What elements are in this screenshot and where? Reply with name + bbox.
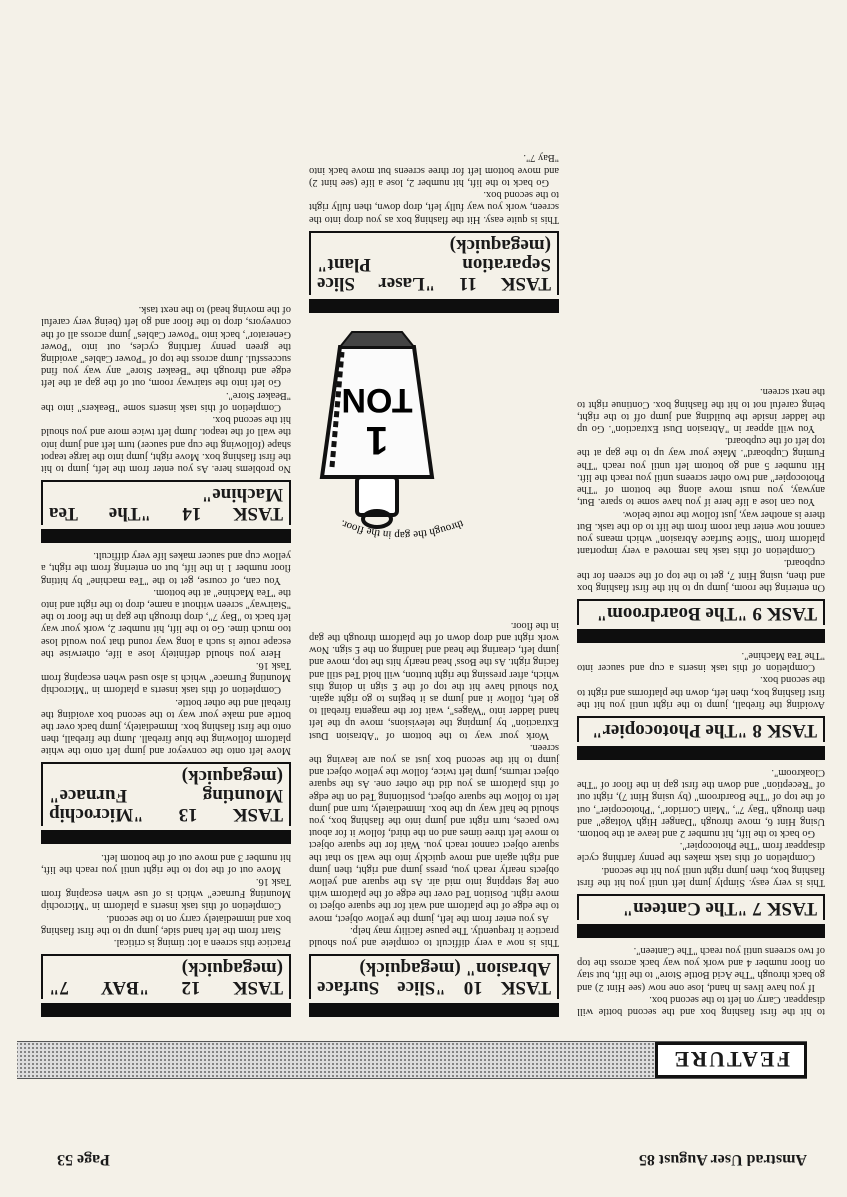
task-11-box — [309, 231, 559, 313]
task-12-box — [41, 954, 291, 1017]
page-header — [27, 1139, 807, 1179]
task-heading-box — [577, 599, 825, 625]
task-13-box — [41, 762, 291, 844]
task-heading: TASK 9 "The Boardroom" — [596, 602, 817, 624]
paragraph: Completion of this task inserts some "Beakers" into the "Beaker Store". — [41, 389, 291, 413]
task-heading-box — [41, 954, 291, 999]
paragraph: Avoiding the fireball, jump to the right until you hit the first flashing box, then left, down the platforms and right to the second box. — [577, 674, 825, 710]
task-10-box — [309, 954, 559, 1017]
paragraph: Go back to the lift, hit number 2, lose a life (see hint 2) and move bottom left for three screens but move back into "Bay 7". — [309, 152, 559, 188]
paragraph: Completion of this task inserts a cup and saucer into "The Tea Machine". — [577, 649, 825, 674]
paragraph: Completion of this task inserts a platform in "Microchip Mounting Furnace" which is also used when escaping from Task 16. — [41, 659, 291, 696]
task-heading-box — [309, 954, 559, 999]
task-heading-box — [309, 231, 559, 295]
task-heading-box — [41, 762, 291, 826]
paragraph: You will appear in "Abrasion Dust Extraction". Go up the ladder inside the building and jump off to the right, being careful not to hit the flashing box. Continue right to the next screen. — [577, 386, 825, 435]
weight-label-unit: TON — [341, 381, 413, 419]
task-bar — [41, 529, 291, 543]
paragraph: Practice this screen a lot: timing is critical. — [113, 937, 291, 948]
task-bar — [41, 830, 291, 844]
paragraph: If you have lives in hand, lose one now (see Hint 2) and go back through "The Acid Bottle Store" to the lift, but stay on floor number 4 and work you way back across the top of two screens until you reach "The Canteen". — [576, 944, 825, 993]
column-2 — [309, 151, 559, 1017]
illustration-caption — [287, 487, 517, 557]
task-bar — [577, 924, 825, 938]
task-14-box — [41, 480, 291, 543]
paragraph: Completion of this task has removed a very important platform from "Slice Surface Abrasion" which means you cannot now enter that room from the lift to do the task. But there is another way, just follow the route below. — [577, 508, 825, 557]
task-heading: TASK 8 "The Photocopier" — [592, 719, 817, 741]
column-1 — [577, 385, 825, 1017]
task-bar — [309, 1003, 559, 1017]
task-9-box — [577, 599, 825, 643]
task-7-box — [577, 894, 825, 938]
magazine-title: Amstrad User August 85 — [638, 1151, 807, 1168]
task-heading: TASK 12 "BAY 7" (megaquick) — [49, 958, 283, 998]
paragraph: Start from the left hand side, jump up to the first flashing box and immediately carry on to the second. — [41, 912, 291, 936]
paragraph: Here you should definitely lose a life, otherwise the escape route is such a long way round that you would lose too much time. Go to the lift, hit number 2, work your way left back to "Bay 7", drop through the gap in the floor to the "Stairway" screen without a name, drop to the right and into the "Tea Machine" at the bottom. — [40, 586, 291, 659]
task-bar — [41, 1003, 291, 1017]
task-heading: TASK 10 "Slice Surface Abrasion" (megaquick) — [317, 958, 551, 998]
paragraph: This is very easy. Simply jump left until you hit the first flashing box, then jump right until you hit the second. — [577, 864, 825, 888]
column-3 — [41, 303, 291, 1017]
caption-text — [339, 517, 465, 541]
task-bar — [577, 629, 825, 643]
paragraph: Completion of this task inserts a platform in "Microchip Mounting Furnace" which is of use when escaping from Task 16. — [41, 875, 291, 912]
paragraph: This is quite easy. Hit the flashing box as you drop into the screen, work you way fully left, drop down, then fully right to the second box. — [309, 189, 559, 225]
task-heading-box — [577, 716, 825, 742]
task-bar — [577, 746, 825, 760]
paragraph: Move out of the top to the right until you reach the lift, hit number 3 and move out of the bottom left. — [41, 851, 291, 875]
feature-label: FEATURE — [656, 1042, 808, 1078]
page-number: Page 53 — [57, 1151, 110, 1168]
paragraph: Work your way to the bottom of "Abrasion Dust Extraction" by jumping the televisions, move up the left hand ladder into "Wages", wait for the magenta fireball to go left, follow it and jump as it begins to go right again. You should have hit the top of the £ sign in doing this which, after pressing the right button, will hold Ted still and facing right. As the Boss' head nearly hits the top, move and jump left, clearing the head and landing on the £ sign. Now work right and drop down of the platform through the gap in the floor. — [309, 619, 559, 741]
paragraph: As you enter from the left, jump the yellow object, move to the edge of the platform and wait for the square object to move right. Position Ted over the edge of the platform with one leg stepping into mid air. As the square and yellow objects nearly reach you, press jump and right, then jump and right again and move quickly into the wall so that the square object cannot reach you. Wait for the square object to move left three times and on the third, follow it for about two paces, turn right and jump into the flashing box, you should be half way up the box. Immediately, turn and jump left to follow the square object, positioning Ted on the edge of this platform as you did the other one. As the square object returns, jump left twice, follow the yellow object and jump to hit the second box just as you are leaving the screen. — [309, 741, 559, 924]
task-heading: TASK 13 "Microchip Mounting Furnace" (megaquick) — [49, 766, 283, 826]
weight-label-number: 1 — [365, 418, 389, 462]
task-8-box — [577, 716, 825, 760]
task-heading-box — [577, 894, 825, 920]
task-bar — [309, 299, 559, 313]
paragraph: Move left onto the conveyor and jump left onto the white platform following the blue fireball. Jump the fireball, then onto the first flashing box. Immediately, jump back over the bottle and make your way to the second box avoiding the fireball and the other bottle. — [41, 696, 291, 757]
caption-path-text: through the gap in the floor. — [338, 517, 466, 542]
paragraph: You can lose a life here if you have some to spare. But, anyway, you must move along the bottom of "The Photocopier" and two other screens until you reach the lift. Hit number 5 and go bottom left until you reach "The Fuming Cupboard". Make your way up to the gap at the top left of the cupboard. — [577, 435, 825, 508]
paragraph: On entering the room, jump up to hit the first flashing box and then, using Hint 7, get to the top of the screen for the cupboard. — [577, 557, 825, 593]
paragraph: This is now a very difficult to complete and you should practice it frequently. The pause facility may help. — [309, 924, 559, 948]
task-heading-box — [41, 480, 291, 525]
task-heading: TASK 11 "Laser Slice Separation Plant" (megaquick) — [317, 234, 551, 294]
paragraph: Completion of this task makes the penny farthing cycle disappear from "The Photocopier". — [577, 840, 825, 864]
task-heading: TASK 7 "The Canteen" — [622, 897, 817, 919]
paragraph: Go left into the stairway room, out of the gap at the left edge and through the "Beaker Store" any way you find successful. Jump across the top of "Power Cables" avoiding the green penny farthing cycles, out into "Power Generator", back into "Power Cables" jump across all of the conveyors, drop to the floor and go left (being very careful of the moving head) to the next task. — [41, 304, 291, 389]
paragraph: Go back to the lift, hit number 2 and leave at the bottom. Using Hint 6, move through "Danger High Voltage" and then through "Bay 7", "Main Corridor", "Photocopier", out of the top of "The Boardroom" (by using Hint 7), right out of "Reception" and down the first gap in the floor of "The Cloakroom". — [577, 766, 825, 839]
task-heading: TASK 14 "The Tea Machine" — [49, 483, 283, 524]
feature-banner — [17, 1041, 807, 1079]
paragraph: You can, of course, get to the "Tea machine" by hitting floor number 1 in the lift, but on entering from the right, a yellow cup and saucer makes life very difficult. — [41, 550, 291, 586]
paragraph: No problems here. As you enter from the left, jump to hit the first flashing box. Move right, jump into the large teapot shape (following the cup and saucer) turn left and jump into the wall of the teapot. Jump left twice more and you should hit the second box. — [41, 414, 291, 474]
paragraph: to hit the first flashing box and the second bottle will disappear. Carry on left to the second box. — [577, 993, 825, 1017]
